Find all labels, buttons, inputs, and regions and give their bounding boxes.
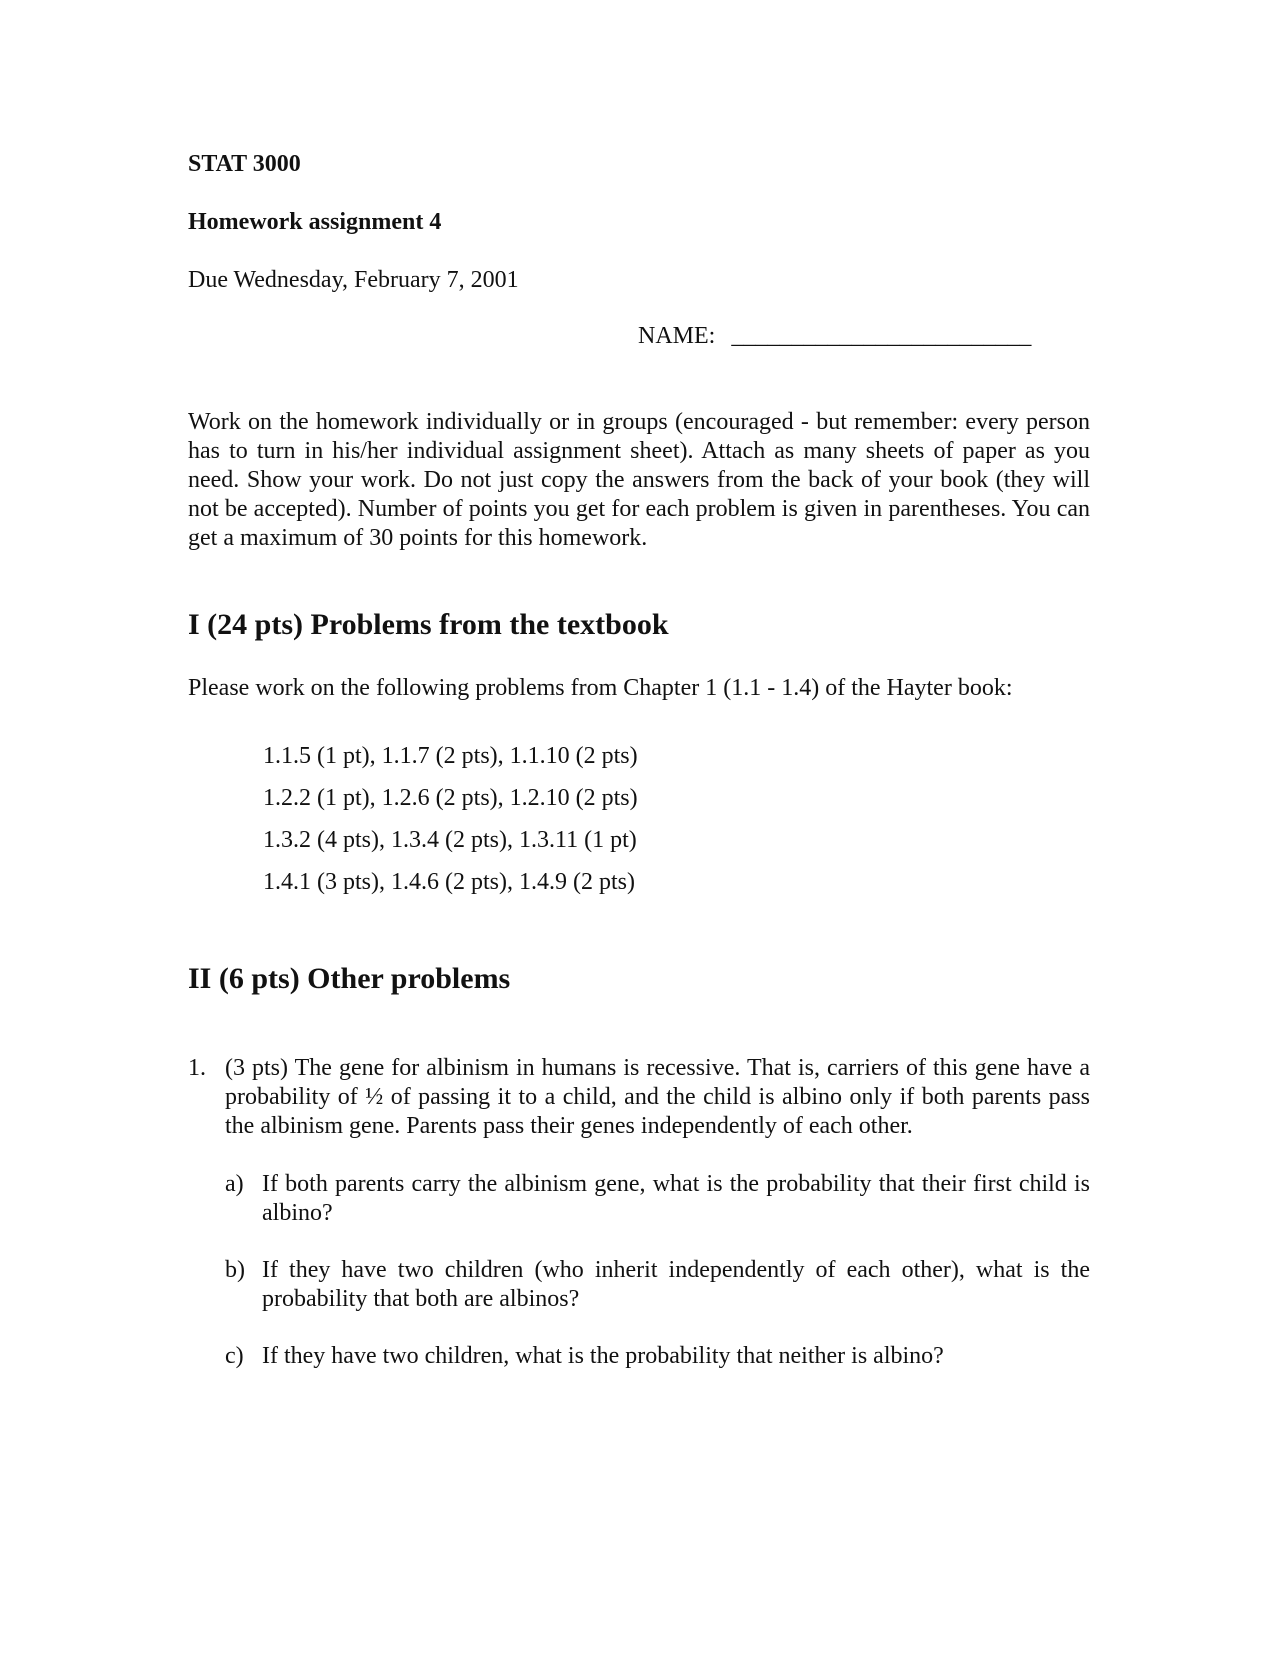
- problem-line-1-1: 1.1.5 (1 pt), 1.1.7 (2 pts), 1.1.10 (2 pts): [263, 743, 638, 769]
- problem-1-text: (3 pts) The gene for albinism in humans is recessive. That is, carriers of this gene have a probability of ½ of passing it to a child, and the child is albino only if both parents pass the albinism gene. Parents pass their genes independently of each other.: [225, 1055, 1090, 1139]
- assignment-title: Homework assignment 4: [188, 209, 442, 235]
- part-b-label: b): [225, 1257, 245, 1283]
- due-date: Due Wednesday, February 7, 2001: [188, 267, 519, 293]
- section-1-intro: Please work on the following problems from Chapter 1 (1.1 - 1.4) of the Hayter book:: [188, 675, 1013, 701]
- name-label: NAME:: [638, 323, 716, 349]
- part-a-text: If both parents carry the albinism gene, what is the probability that their first child is albino?: [262, 1171, 1090, 1226]
- part-c-label: c): [225, 1343, 244, 1369]
- section-2-heading: II (6 pts) Other problems: [188, 962, 511, 995]
- problem-1-part-a: [225, 1170, 1090, 1228]
- name-field: [638, 322, 1031, 351]
- section-1-heading: I (24 pts) Problems from the textbook: [188, 608, 669, 641]
- name-blank: _________________________: [731, 323, 1032, 349]
- problem-line-1-2: 1.2.2 (1 pt), 1.2.6 (2 pts), 1.2.10 (2 pts): [263, 785, 638, 811]
- problem-line-1-3: 1.3.2 (4 pts), 1.3.4 (2 pts), 1.3.11 (1 pt): [263, 827, 637, 853]
- course-title: STAT 3000: [188, 151, 301, 177]
- problem-1-part-b: [225, 1256, 1090, 1314]
- part-c-text: If they have two children, what is the probability that neither is albino?: [262, 1343, 944, 1369]
- problem-1: [188, 1054, 1090, 1141]
- part-b-text: If they have two children (who inherit independently of each other), what is the probability that both are albinos?: [262, 1257, 1090, 1312]
- part-a-label: a): [225, 1171, 244, 1197]
- problem-1-number: 1.: [188, 1055, 206, 1081]
- instructions-paragraph: Work on the homework individually or in groups (encouraged - but remember: every person has to turn in his/her individual assignment sheet). Attach as many sheets of paper as you need. Show your work. Do not just copy the answers from the back of your book (they will not be accepted). Number of points you get for each problem is given in parentheses. You can get a maximum of 30 points for this homework.: [188, 409, 1090, 551]
- problem-line-1-4: 1.4.1 (3 pts), 1.4.6 (2 pts), 1.4.9 (2 pts): [263, 869, 635, 895]
- problem-1-part-c: [225, 1342, 1090, 1371]
- textbook-problem-list: [263, 742, 638, 910]
